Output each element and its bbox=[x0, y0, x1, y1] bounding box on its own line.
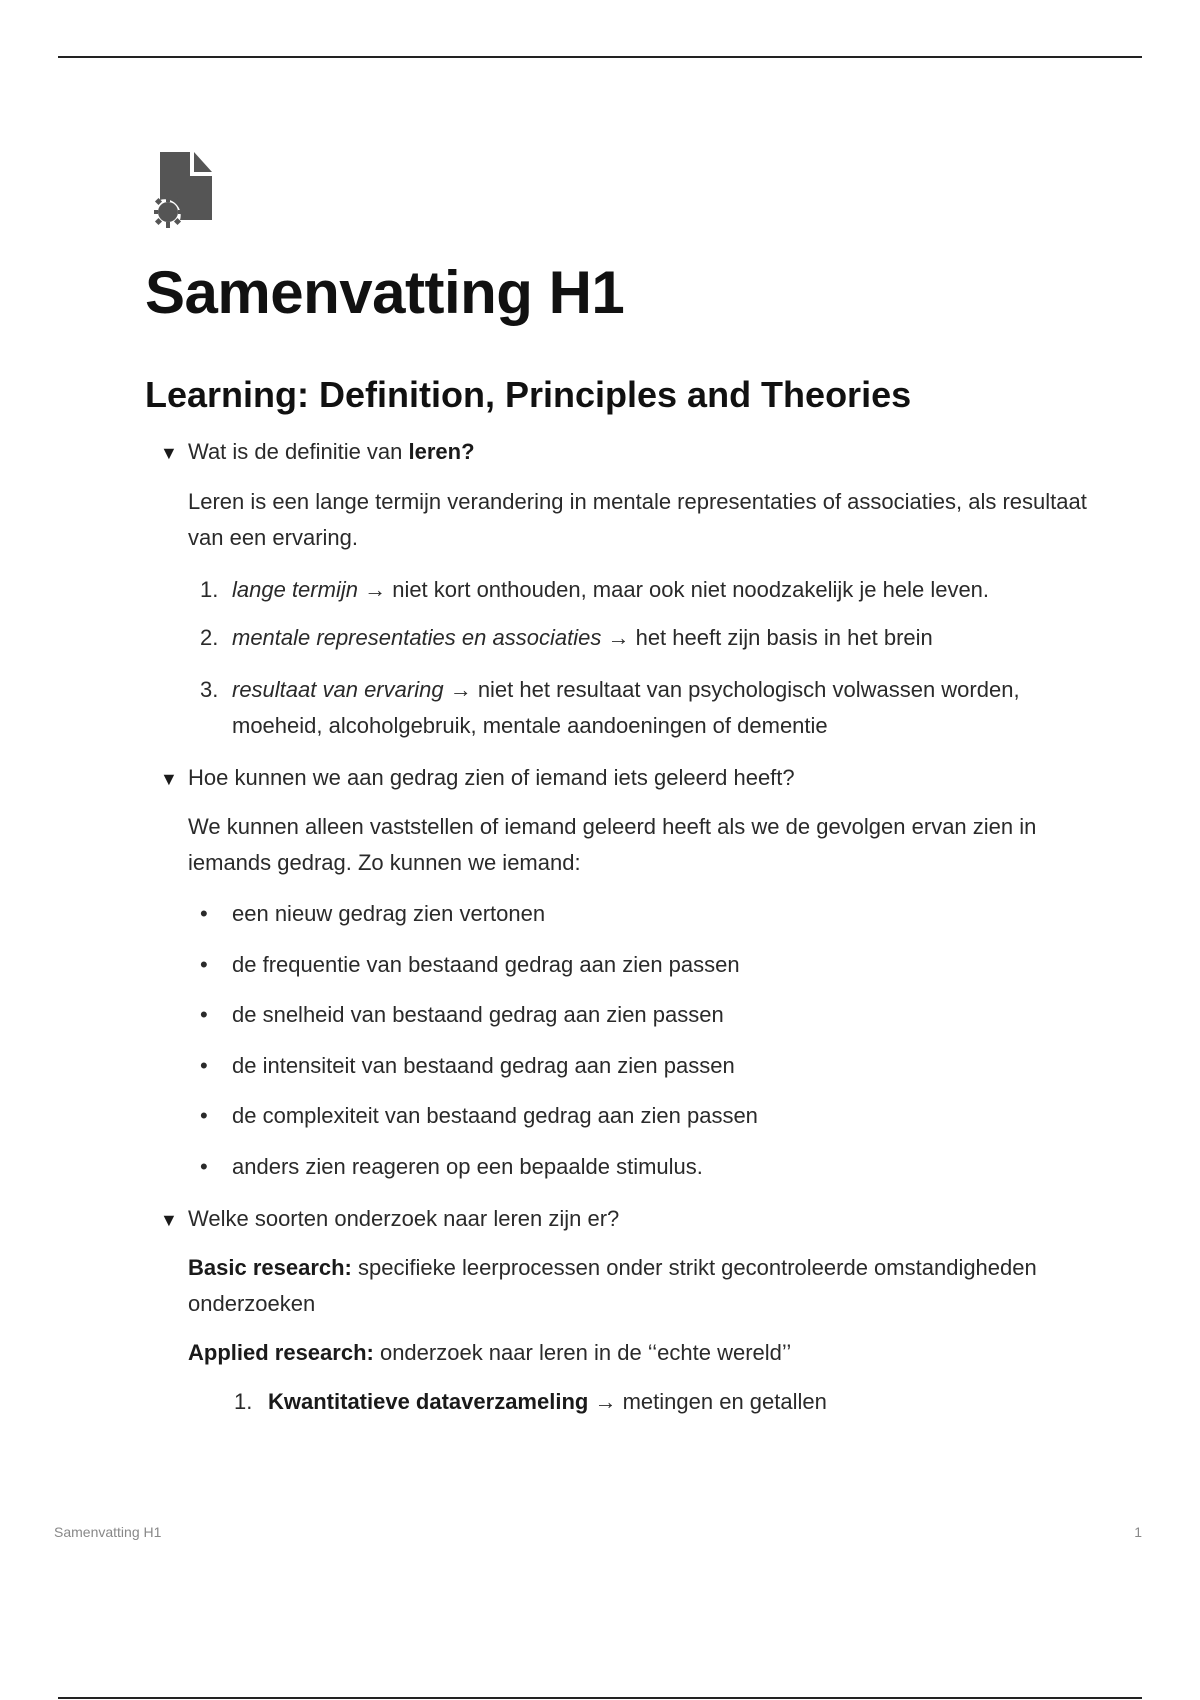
toggle-arrow-icon: ▼ bbox=[160, 769, 178, 789]
toggle-behavior[interactable]: ▼ Hoe kunnen we aan gedrag zien of iemand iets geleerd heeft? bbox=[160, 760, 795, 797]
definition-answer: Leren is een lange termijn verandering in mentale representaties of associaties, als resultaat van een ervaring. bbox=[188, 489, 1087, 550]
list-item: • anders zien reageren op een bepaalde stimulus. bbox=[200, 1154, 703, 1179]
list-item: • een nieuw gedrag zien vertonen bbox=[200, 901, 546, 926]
list-item: 3. resultaat van ervaring → niet het resultaat van psychologisch volwassen worden, moeheid, alcoholgebruik, mentale aandoeningen of dementie bbox=[200, 677, 1020, 738]
page-title: Samenvatting H1 bbox=[145, 259, 625, 326]
applied-research: Applied research: onderzoek naar leren in de ‘‘echte wereld’’ bbox=[188, 1340, 792, 1365]
toggle-arrow-icon: ▼ bbox=[160, 443, 178, 463]
page-number: 1 bbox=[1134, 1524, 1142, 1540]
bottom-divider bbox=[58, 1697, 1142, 1699]
toggle-definition[interactable]: ▼ Wat is de definitie van leren? bbox=[160, 434, 475, 471]
list-item: 2. mentale representaties en associaties → het heeft zijn basis in het brein bbox=[200, 625, 933, 650]
top-divider bbox=[58, 56, 1142, 58]
list-item: • de frequentie van bestaand gedrag aan zien passen bbox=[200, 952, 740, 977]
list-item: • de snelheid van bestaand gedrag aan zien passen bbox=[200, 1002, 724, 1027]
list-item: 1. Kwantitatieve dataverzameling → metingen en getallen bbox=[234, 1389, 827, 1414]
behavior-answer: We kunnen alleen vaststellen of iemand geleerd heeft als we de gevolgen ervan zien in iemands gedrag. Zo kunnen we iemand: bbox=[188, 814, 1037, 875]
toggle-arrow-icon: ▼ bbox=[160, 1210, 178, 1230]
basic-research: Basic research: specifieke leerprocessen onder strikt gecontroleerde omstandigheden onderzoeken bbox=[188, 1255, 1037, 1316]
list-item: • de intensiteit van bestaand gedrag aan zien passen bbox=[200, 1053, 735, 1078]
list-item: • de complexiteit van bestaand gedrag aan zien passen bbox=[200, 1103, 758, 1128]
document-icon bbox=[154, 152, 220, 232]
section-heading: Learning: Definition, Principles and Theories bbox=[145, 374, 912, 415]
footer-title: Samenvatting H1 bbox=[54, 1524, 162, 1540]
toggle-research[interactable]: ▼ Welke soorten onderzoek naar leren zijn er? bbox=[160, 1201, 619, 1238]
list-item: 1. lange termijn → niet kort onthouden, maar ook niet noodzakelijk je hele leven. bbox=[200, 577, 990, 602]
